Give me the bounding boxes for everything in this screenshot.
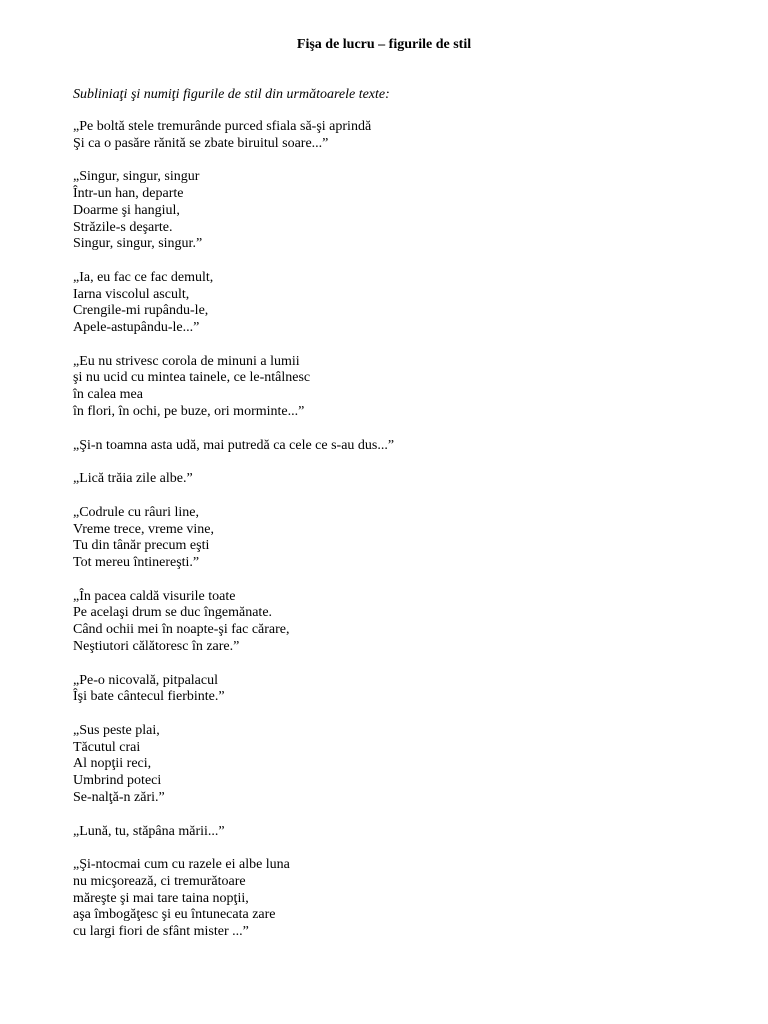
poem-excerpt	[73, 857, 713, 941]
poem-excerpt	[73, 824, 713, 841]
poem-excerpt	[73, 270, 713, 337]
poem-line: „Sus peste plai,	[73, 722, 160, 738]
poem-line: Când ochii mei în noapte-şi fac cărare,	[73, 622, 290, 638]
poem-line: „Pe-o nicovală, pitpalacul	[73, 672, 218, 688]
poem-line: Tu din tânăr precum eşti	[73, 538, 210, 554]
poem-line: Şi ca o pasăre rănită se zbate biruitul soare...”	[73, 135, 329, 151]
poem-excerpt	[73, 723, 713, 807]
poem-line: „Şi-n toamna asta udă, mai putredă ca cele ce s-au dus...”	[73, 437, 395, 453]
poem-excerpt	[73, 169, 713, 253]
poem-line: Străzile-s deşarte.	[73, 219, 173, 235]
poem-line: Îşi bate cântecul fierbinte.”	[73, 689, 225, 705]
poem-line: „Singur, singur, singur	[73, 169, 200, 185]
poem-line: aşa îmbogăţesc şi eu întunecata zare	[73, 907, 276, 923]
poem-line: „Codrule cu râuri line,	[73, 504, 199, 520]
poem-line: în flori, în ochi, pe buze, ori morminte...”	[73, 403, 305, 419]
poem-excerpt	[73, 673, 713, 706]
poem-line: „Ia, eu fac ce fac demult,	[73, 269, 214, 285]
poem-line: Doarme şi hangiul,	[73, 202, 180, 218]
poem-line: cu largi fiori de sfânt mister ...”	[73, 924, 249, 940]
poem-line: „Lică trăia zile albe.”	[73, 471, 193, 487]
poem-line: „Lună, tu, stăpâna mării...”	[73, 823, 225, 839]
poem-line: nu micşorează, ci tremurătoare	[73, 873, 246, 889]
poem-line: Apele-astupându-le...”	[73, 320, 200, 336]
poem-line: „Şi-ntocmai cum cu razele ei albe luna	[73, 857, 290, 873]
poem-line: măreşte şi mai tare taina nopţii,	[73, 890, 249, 906]
poem-line: Tăcutul crai	[73, 739, 141, 755]
poem-line: Într-un han, departe	[73, 186, 184, 202]
poem-line: Singur, singur, singur.”	[73, 236, 203, 252]
poem-line: Pe acelaşi drum se duc îngemănate.	[73, 605, 273, 621]
poem-line: şi nu ucid cu mintea tainele, ce le-ntâlnesc	[73, 370, 311, 386]
poem-excerpt	[73, 471, 713, 488]
poem-line: Vreme trece, vreme vine,	[73, 521, 215, 537]
poem-line: „Pe boltă stele tremurânde purced sfiala să-şi aprindă	[73, 119, 372, 134]
poem-line: „În pacea caldă visurile toate	[73, 588, 236, 604]
poem-excerpt	[73, 589, 713, 656]
poem-line: în calea mea	[73, 387, 143, 403]
poem-line: Iarna viscolul ascult,	[73, 286, 190, 302]
poem-line: Al nopţii reci,	[73, 756, 152, 772]
poem-line: Umbrind poteci	[73, 773, 162, 789]
poem-line: Tot mereu întinereşti.”	[73, 555, 200, 571]
poem-line: Se-nalţă-n zări.”	[73, 789, 165, 805]
page-title: Fişa de lucru – figurile de stil	[296, 37, 472, 52]
poem-list	[73, 119, 713, 958]
poem-excerpt	[73, 119, 713, 152]
poem-excerpt	[73, 505, 713, 572]
poem-line: „Eu nu strivesc corola de minuni a lumii	[73, 353, 300, 369]
instruction-text: Subliniaţi şi numiţi figurile de stil din următoarele texte:	[73, 87, 390, 102]
poem-excerpt	[73, 438, 713, 455]
poem-line: Neştiutori călătoresc în zare.”	[73, 638, 240, 654]
poem-excerpt	[73, 354, 713, 421]
poem-line: Crengile-mi rupându-le,	[73, 303, 209, 319]
